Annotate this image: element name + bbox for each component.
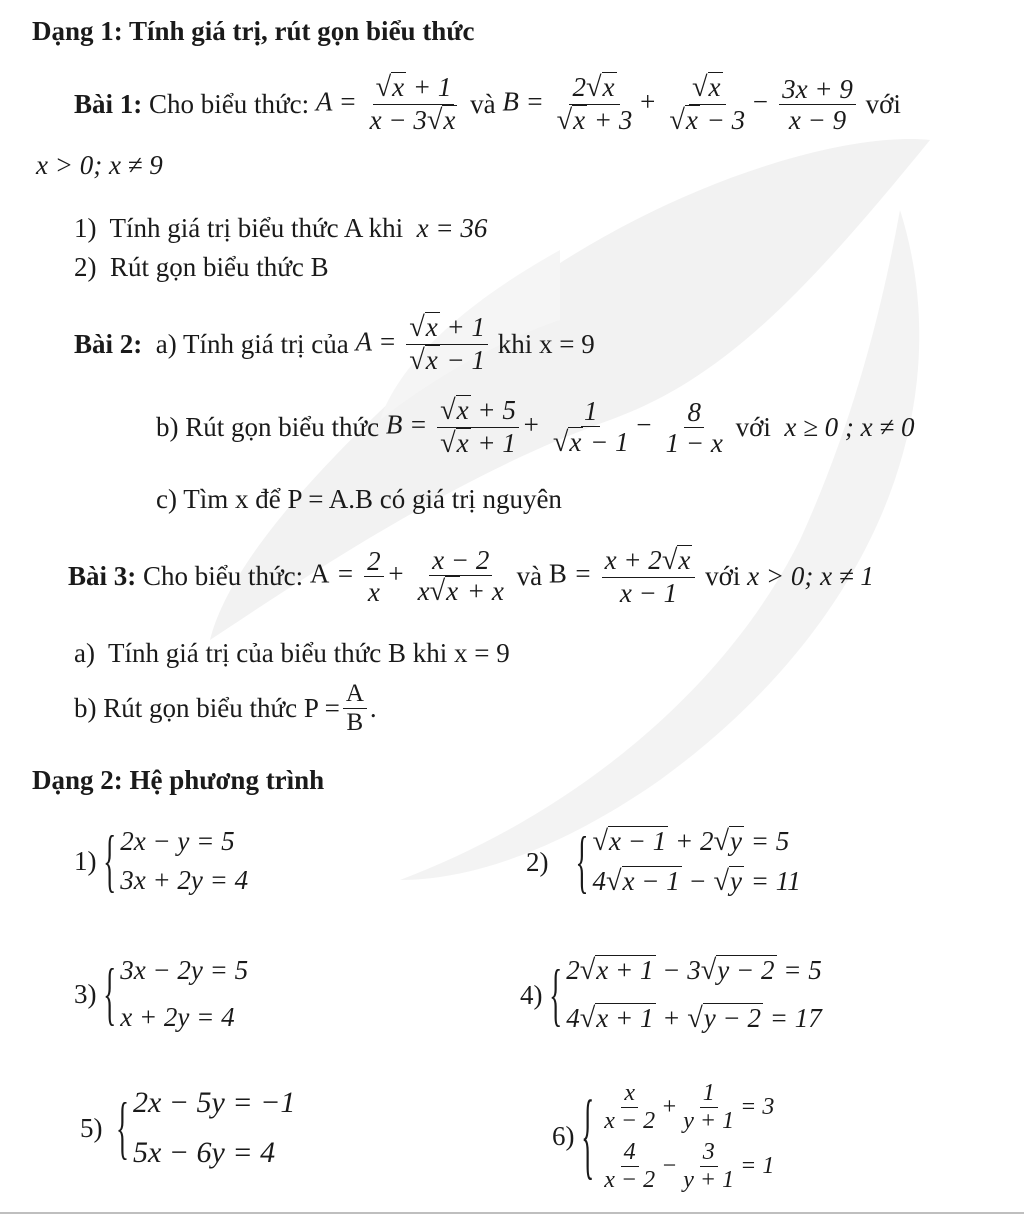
item-math: x = 36 <box>416 213 488 243</box>
system-3: 3) { 3x − 2y = 5 x + 2y = 4 <box>74 955 248 1033</box>
system-1: 1) { 2x − y = 5 3x + 2y = 4 <box>74 826 248 896</box>
bai3-item-a <box>74 638 510 669</box>
brace-icon: { <box>103 820 117 899</box>
item-text: Tính giá trị biểu thức A khi <box>109 213 404 243</box>
bottom-divider <box>0 1212 1024 1214</box>
bai3-cond: x > 0; x ≠ 1 <box>747 560 874 591</box>
system-6: 6) { $\frac{x}{x - 2}$ + $\frac{1}{y + 1}$ = 3 $\frac{4}{x - 2}$ − $\frac{3}{y + 1}$ = 1 <box>552 1080 775 1193</box>
brace-icon: { <box>581 1080 595 1189</box>
system-number: 2) <box>526 846 549 877</box>
item-number: b) <box>74 693 97 723</box>
bai2-part-c: c) Tìm x để P = A.B có giá trị nguyên <box>156 484 562 514</box>
bai1-formula-b: B = $\frac{2√x}{√x + 3}$ + $\frac{√x}{√x - 3}$ − $\frac{3x + 9}{x - 9}$ <box>502 72 858 136</box>
bai2-part-b <box>156 395 914 459</box>
item-number: a) <box>74 638 95 668</box>
brace-icon: { <box>103 953 117 1032</box>
bai2-formula-a: A = $\frac{√x + 1}{√x - 1}$ <box>355 312 491 376</box>
bai3-statement <box>68 545 874 608</box>
bai3-intro: Cho biểu thức: <box>143 560 304 591</box>
bai1-and: và <box>470 88 496 119</box>
item-number: 1) <box>74 213 97 243</box>
bai1-with: với <box>865 88 901 119</box>
bai2-a-text: a) Tính giá trị của <box>155 328 349 359</box>
bai1-item-2 <box>74 252 329 283</box>
brace-icon: { <box>549 954 563 1033</box>
item-text: Rút gọn biểu thức B <box>110 252 329 282</box>
item-text: Tính giá trị của biểu thức B khi x = 9 <box>108 638 510 668</box>
bai2-b-cond: x ≥ 0 ; x ≠ 0 <box>784 411 915 442</box>
system-5: 5) { 2x − 5y = −1 5x − 6y = 4 <box>80 1086 296 1169</box>
item-text: Rút gọn biểu thức P = <box>103 693 340 723</box>
brace-icon: { <box>116 1087 129 1166</box>
bai1-item-1 <box>74 213 487 244</box>
system-number: 5) <box>80 1112 103 1143</box>
bai2-a-cond: khi x = 9 <box>497 328 595 359</box>
system-number: 6) <box>552 1121 575 1152</box>
bai2-b-text: b) Rút gọn biểu thức <box>156 411 380 442</box>
bai2-formula-b: B = $\frac{√x + 5}{√x + 1}$ + $\frac{1}{√x - 1}$ − $\frac{8}{1 - x}$ <box>385 395 723 459</box>
bai1-intro: Cho biểu thức: <box>149 88 310 119</box>
brace-icon: { <box>575 821 589 900</box>
bai1-condition: x > 0; x ≠ 9 <box>36 150 163 180</box>
system-number: 4) <box>520 979 543 1010</box>
bai2-label: Bài 2: <box>74 328 143 359</box>
bai3-formula-b: B = $\frac{x + 2√x}{x - 1}$ <box>549 545 699 608</box>
bai3-with: với <box>705 560 741 591</box>
system-number: 1) <box>74 845 97 876</box>
section-heading-dang1: Dạng 1: Tính giá trị, rút gọn biểu thức <box>32 16 475 46</box>
system-number: 3) <box>74 978 97 1009</box>
bai3-formula-a: A = $\frac{2}{x}$ + $\frac{x - 2}{x√x + x}$ <box>309 545 504 608</box>
bai1-label: Bài 1: <box>74 88 143 119</box>
bai1-formula-a: A = $\frac{√x + 1}{x - 3√x}$ <box>315 72 456 136</box>
bai3-and: và <box>516 560 543 591</box>
system-4: 4) { 2√x + 1 − 3√y − 2 = 5 4√x + 1 + √y − 2 = 17 <box>520 954 822 1034</box>
bai3-item-b: b) Rút gọn biểu thức P = $\frac{A}{B}$ . <box>74 680 377 736</box>
section-heading-dang2: Dạng 2: Hệ phương trình <box>32 765 325 795</box>
bai2-b-with: với <box>735 411 771 442</box>
system-2: 2) { √x − 1 + 2√y = 5 4√x − 1 − √y = 11 <box>526 826 801 898</box>
bai2-part-a <box>74 312 595 376</box>
item-number: 2) <box>74 252 97 282</box>
bai3-label: Bài 3: <box>68 560 137 591</box>
bai1-statement <box>74 72 901 136</box>
